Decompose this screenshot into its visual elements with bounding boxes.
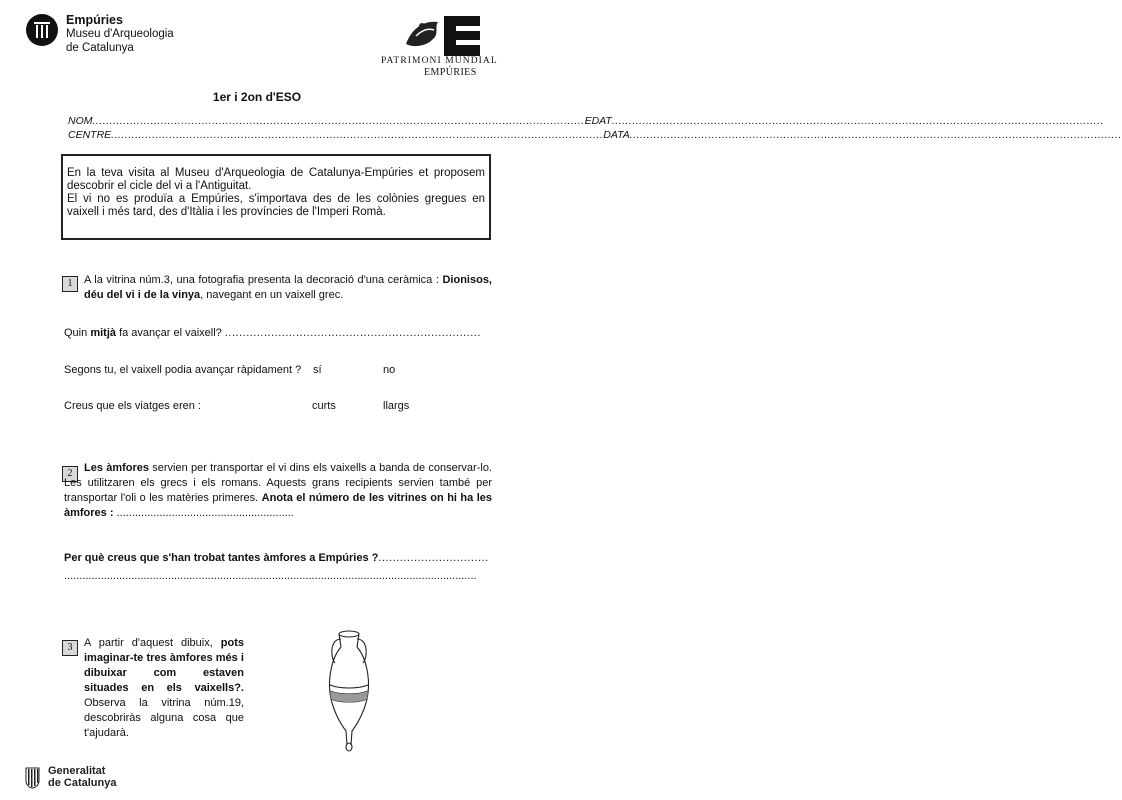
data-label: DATA	[603, 129, 630, 141]
question-2-followup: Per què creus que s'han trobat tantes àmfores a Empúries ? ...............................	[64, 551, 492, 566]
question-3-text: A partir d'aquest dibuix, pots imaginar-te tres àmfores més i dibuixar com estaven situades en els vaixells?. Observa la vitrina núm.19, descobriràs alguna cosa que t'ajudarà.	[84, 637, 244, 739]
question-2-number: 2	[62, 466, 78, 482]
museum-name: Empúries Museu d'Arqueologia de Catalunya	[66, 13, 174, 54]
edat-label: EDAT	[584, 115, 612, 127]
question-1-text: A la vitrina núm.3, una fotografia presenta la decoració d'una ceràmica : Dionisos, déu del vi i de la vinya, navegant en un vaixell grec.	[84, 274, 492, 301]
intro-paragraph-2: El vi no es produïa a Empúries, s'importava des de les colònies gregues en vaixell i més tard, des d'Itàlia i les províncies de l'Imperi Romà.	[67, 193, 485, 218]
centre-label: CENTRE	[68, 129, 112, 141]
question-2-text: Les àmfores servien per transportar el vi dins els vaixells a banda de conservar-lo. Les utilitzaren els grecs i els romans. Aquests grans recipients servien també per transportar l'oli o les matèries primeres. Anota el número de les vitrines on hi ha les àmfores : ..........................................................	[64, 462, 492, 519]
edat-field[interactable]: ................................................................................................................................................	[611, 115, 1104, 127]
question-3-number: 3	[62, 640, 78, 656]
question-1-line-1: Quin mitjà fa avançar el vaixell? ........................................................................	[64, 327, 481, 339]
student-fields	[68, 114, 1122, 142]
option-no[interactable]: no	[383, 364, 396, 376]
option-llargs[interactable]: llargs	[383, 400, 410, 412]
course-level: 1er i 2on d'ESO	[212, 90, 302, 104]
vitrines-answer-field[interactable]: ..........................................................	[113, 507, 294, 519]
mitja-answer-field[interactable]: ........................................................................	[224, 327, 481, 339]
option-si[interactable]: sí	[313, 364, 322, 376]
generalitat-label: Generalitat de Catalunya	[48, 765, 117, 789]
question-1-line-3: Creus que els viatges eren :	[64, 400, 201, 412]
generalitat-logo-icon	[25, 767, 40, 789]
museum-logo-icon	[26, 14, 58, 46]
nom-field[interactable]: ................................................................................................................................................	[92, 115, 585, 127]
question-1-line-2: Segons tu, el vaixell podia avançar ràpidament ?	[64, 364, 302, 376]
centre-field[interactable]: ................................................................................................................................................	[111, 129, 604, 141]
intro-paragraph-1: En la teva visita al Museu d'Arqueologia de Catalunya-Empúries et proposem descobrir el cicle del vi a l'Antiguitat.	[67, 167, 485, 192]
nom-label: NOM	[68, 115, 93, 127]
amfores-answer-field-2[interactable]: .......................................................................................................................................	[64, 570, 477, 582]
patrimoni-mundial-label: PATRIMONI MUNDIAL	[381, 56, 498, 66]
patrimoni-mundial-logo-icon	[404, 14, 482, 58]
data-field[interactable]: ................................................................................................................................................	[629, 129, 1122, 141]
intro-box	[61, 154, 491, 240]
question-1-number: 1	[62, 276, 78, 292]
amfores-answer-field-1[interactable]: ...............................	[378, 552, 489, 564]
amphora-drawing-icon	[320, 627, 378, 755]
emporiae-label: EMPÚRIES	[424, 67, 477, 78]
option-curts[interactable]: curts	[312, 400, 336, 412]
